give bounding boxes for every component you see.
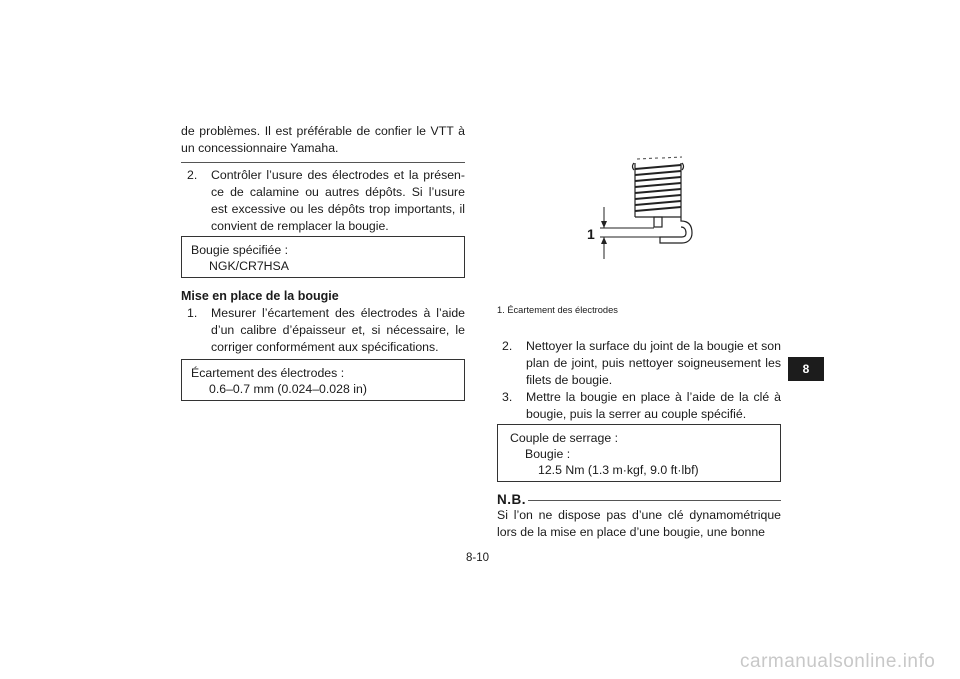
spec-box-bougie [181,236,465,278]
figure-callout-1: 1 [587,226,595,242]
chapter-tab: 8 [788,357,824,381]
step-text: Mettre la bougie en place à l’aide de la clé à bougie, puis la serrer au couple spécifié. [526,390,781,421]
intro-paragraph: de problèmes. Il est préférable de confier le VTT à un concessionnaire Yamaha. [181,124,465,155]
watermark: carmanualsonline.info [740,651,936,672]
spec-label: Bougie spécifiée : [191,243,289,257]
spec-value: 0.6–0.7 mm (0.024–0.028 in) [209,382,367,396]
figure-caption: 1. Écartement des électrodes [497,305,618,315]
page-number: 8-10 [466,552,490,564]
step-1-mesurer [187,305,465,356]
spec-label: Écartement des électrodes : [191,366,345,380]
nb-label: N.B. [497,492,526,507]
spec-box-ecartement [181,359,465,401]
nb-rule [528,500,781,501]
step-number: 2. [187,168,198,182]
step-text: Nettoyer la surface du joint de la bougie et son plan de joint, puis nettoyer soigneusement les filets de bougie. [526,339,781,387]
nb-text: Si l’on ne dispose pas d’une clé dynamométrique lors de la mise en place d’une bougie, une bonne [497,508,781,539]
spark-plug-figure [578,155,708,267]
step-text: Contrôler l’usure des électrodes et la présen-ce de calamine ou autres dépôts. Si l’usure est excessive ou les dépôts trop importants, il convient de remplacer la bougie. [211,168,465,233]
step-number: 3. [502,390,513,404]
step-3-mettre [502,389,781,423]
spec-value: NGK/CR7HSA [209,259,289,273]
step-number: 1. [187,306,198,320]
spec-sub-label: Bougie : [525,447,571,461]
step-2-nettoyer [502,338,781,389]
step-number: 2. [502,339,513,353]
section-heading: Mise en place de la bougie [181,289,339,303]
spec-label: Couple de serrage : [510,431,619,445]
step-text: Mesurer l’écartement des électrodes à l’aide d’un calibre d’épaisseur et, si nécessaire, le corriger conformément aux spécifications. [211,306,465,354]
spec-value: 12.5 Nm (1.3 m·kgf, 9.0 ft·lbf) [538,463,699,477]
step-2-contrôler [187,167,465,235]
spec-box-couple [497,424,781,482]
divider [181,162,465,163]
